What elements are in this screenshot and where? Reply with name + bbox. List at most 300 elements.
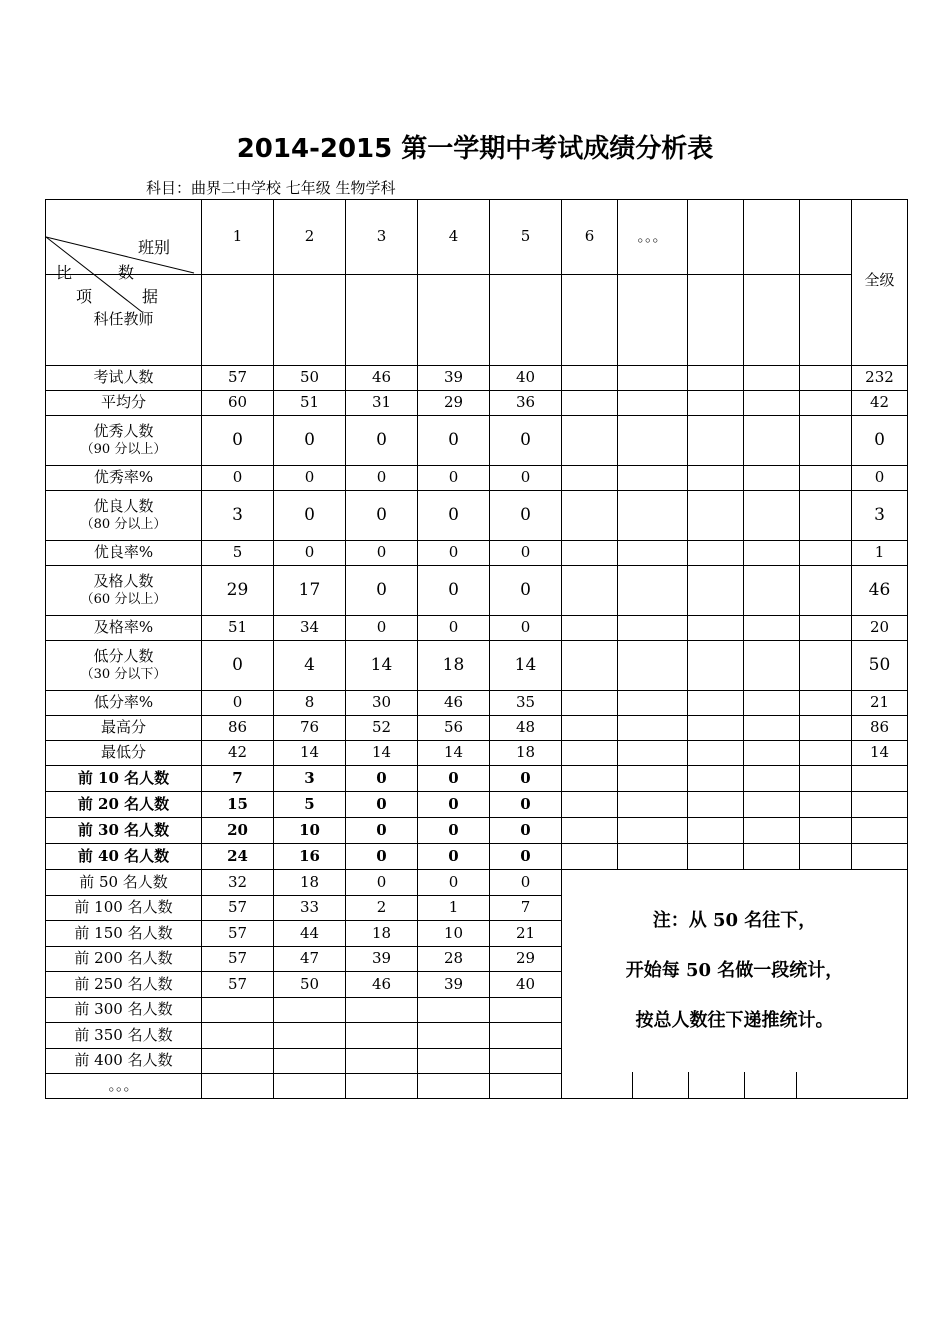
teacher-cell [346, 275, 418, 366]
value-cell: 0 [490, 466, 562, 491]
empty-cell [618, 616, 688, 641]
empty-cell [562, 818, 618, 844]
value-cell: 1 [418, 896, 490, 921]
value-cell [274, 1074, 346, 1099]
row-label-text: 优良人数 [93, 496, 154, 515]
empty-cell [744, 541, 800, 566]
value-cell: 57 [202, 896, 274, 921]
value-cell: 0 [490, 792, 562, 818]
value-cell: 0 [346, 491, 418, 541]
row-label [46, 691, 202, 716]
value-cell: 0 [274, 466, 346, 491]
row-label: 前 250 名人数 [46, 972, 202, 998]
value-cell: 35 [490, 691, 562, 716]
empty-cell [618, 466, 688, 491]
value-cell: 57 [202, 972, 274, 998]
value-cell [346, 1023, 418, 1049]
value-cell [490, 1049, 562, 1074]
empty-cell [744, 818, 800, 844]
row-label-note: （30 分以下） [80, 667, 167, 683]
empty-cell [562, 844, 618, 870]
row-label-text: 最低分 [100, 743, 146, 762]
stat-row [46, 366, 908, 391]
empty-cell [618, 844, 688, 870]
value-cell: 0 [490, 541, 562, 566]
value-cell [418, 1023, 490, 1049]
row-label [46, 741, 202, 766]
column-tick [632, 1072, 633, 1098]
value-cell: 42 [202, 741, 274, 766]
total-cell: 1 [852, 541, 908, 566]
stat-row [46, 641, 908, 691]
row-label [46, 616, 202, 641]
note-cell [562, 870, 908, 1099]
value-cell: 10 [274, 818, 346, 844]
value-cell: 0 [418, 616, 490, 641]
value-cell [346, 998, 418, 1023]
value-cell: 0 [418, 541, 490, 566]
empty-cell [618, 792, 688, 818]
empty-cell [618, 691, 688, 716]
value-cell: 10 [418, 921, 490, 947]
empty-cell [618, 416, 688, 466]
value-cell: 18 [346, 921, 418, 947]
empty-cell [744, 491, 800, 541]
value-cell: 2 [346, 896, 418, 921]
row-label-text: 及格率% [93, 618, 154, 637]
empty-cell [852, 766, 908, 792]
value-cell: 14 [346, 641, 418, 691]
class-header: 。。。 [618, 200, 688, 275]
empty-cell [688, 792, 744, 818]
value-cell: 14 [418, 741, 490, 766]
value-cell: 0 [418, 792, 490, 818]
stat-row [46, 391, 908, 416]
empty-cell [688, 818, 744, 844]
teacher-cell [562, 275, 618, 366]
value-cell: 0 [202, 466, 274, 491]
total-cell: 232 [852, 366, 908, 391]
empty-cell [744, 691, 800, 716]
value-cell: 0 [418, 491, 490, 541]
row-label: 前 20 名人数 [46, 792, 202, 818]
empty-cell [562, 792, 618, 818]
empty-cell [800, 491, 852, 541]
page-title: 2014-2015 第一学期中考试成绩分析表 [236, 134, 714, 164]
empty-cell [688, 616, 744, 641]
total-cell: 14 [852, 741, 908, 766]
value-cell: 0 [490, 870, 562, 896]
row-label-note: （80 分以上） [80, 517, 167, 533]
value-cell: 29 [490, 947, 562, 972]
value-cell: 32 [202, 870, 274, 896]
row-label: 前 40 名人数 [46, 844, 202, 870]
value-cell: 0 [346, 541, 418, 566]
empty-cell [618, 566, 688, 616]
empty-cell [744, 391, 800, 416]
top-rank-row [46, 766, 908, 792]
teacher-cell [800, 275, 852, 366]
stat-row [46, 616, 908, 641]
value-cell [346, 1049, 418, 1074]
class-header: 6 [562, 200, 618, 275]
top-rank-row [46, 792, 908, 818]
teacher-cell [618, 275, 688, 366]
empty-cell [800, 844, 852, 870]
total-cell: 20 [852, 616, 908, 641]
row-label: 前 350 名人数 [46, 1023, 202, 1049]
row-label [46, 466, 202, 491]
value-cell: 39 [418, 972, 490, 998]
empty-cell [688, 641, 744, 691]
column-tick [744, 1072, 745, 1098]
value-cell: 0 [346, 844, 418, 870]
empty-cell [688, 566, 744, 616]
value-cell: 3 [274, 766, 346, 792]
value-cell: 39 [418, 366, 490, 391]
empty-cell [800, 416, 852, 466]
value-cell: 46 [346, 366, 418, 391]
empty-cell [688, 716, 744, 741]
value-cell: 0 [274, 491, 346, 541]
value-cell: 14 [274, 741, 346, 766]
stat-row [46, 716, 908, 741]
row-label: 前 50 名人数 [46, 870, 202, 896]
corner-label-class: 班别 [138, 238, 171, 257]
value-cell: 0 [346, 616, 418, 641]
score-analysis-table [45, 199, 908, 1099]
row-label-text: 考试人数 [93, 368, 154, 387]
empty-cell [800, 766, 852, 792]
empty-cell [744, 366, 800, 391]
row-label [46, 491, 202, 541]
empty-cell [688, 844, 744, 870]
value-cell: 33 [274, 896, 346, 921]
value-cell: 0 [418, 766, 490, 792]
class-header-empty [800, 200, 852, 275]
value-cell: 17 [274, 566, 346, 616]
empty-cell [744, 792, 800, 818]
empty-cell [688, 741, 744, 766]
value-cell: 0 [418, 818, 490, 844]
empty-cell [744, 616, 800, 641]
class-header: 3 [346, 200, 418, 275]
value-cell: 0 [418, 566, 490, 616]
value-cell: 18 [418, 641, 490, 691]
empty-cell [562, 616, 618, 641]
row-label-text: 平均分 [100, 393, 146, 412]
empty-cell [562, 641, 618, 691]
value-cell: 0 [274, 416, 346, 466]
row-label-text: 最高分 [100, 718, 146, 737]
value-cell: 28 [418, 947, 490, 972]
row-label-text: 优秀人数 [93, 421, 154, 440]
empty-cell [800, 741, 852, 766]
value-cell: 51 [202, 616, 274, 641]
stat-row [46, 416, 908, 466]
teacher-cell [688, 275, 744, 366]
value-cell: 5 [274, 792, 346, 818]
value-cell: 0 [202, 691, 274, 716]
value-cell: 57 [202, 921, 274, 947]
value-cell: 16 [274, 844, 346, 870]
value-cell: 50 [274, 972, 346, 998]
empty-cell [688, 416, 744, 466]
row-label-text: 优良率% [93, 543, 154, 562]
class-header-empty [688, 200, 744, 275]
value-cell: 48 [490, 716, 562, 741]
value-cell [490, 1023, 562, 1049]
value-cell: 21 [490, 921, 562, 947]
value-cell: 56 [418, 716, 490, 741]
value-cell: 44 [274, 921, 346, 947]
empty-cell [562, 391, 618, 416]
value-cell: 0 [346, 792, 418, 818]
empty-cell [562, 716, 618, 741]
value-cell: 60 [202, 391, 274, 416]
value-cell [274, 1049, 346, 1074]
value-cell [490, 1074, 562, 1099]
empty-cell [618, 366, 688, 391]
value-cell: 86 [202, 716, 274, 741]
empty-cell [852, 792, 908, 818]
value-cell: 0 [346, 566, 418, 616]
note-line: 开始每 50 名做一段统计， [625, 960, 844, 981]
empty-cell [562, 491, 618, 541]
total-cell: 50 [852, 641, 908, 691]
empty-cell [688, 391, 744, 416]
value-cell: 0 [346, 818, 418, 844]
teacher-cell [744, 275, 800, 366]
empty-cell [618, 716, 688, 741]
row-label-text: 及格人数 [93, 571, 154, 590]
value-cell: 46 [346, 972, 418, 998]
empty-cell [562, 741, 618, 766]
empty-cell [800, 391, 852, 416]
value-cell: 40 [490, 366, 562, 391]
stat-row [46, 491, 908, 541]
column-tick [796, 1072, 797, 1098]
row-label [46, 416, 202, 466]
value-cell: 57 [202, 947, 274, 972]
subject-line: 科目：曲界二中学校 七年级 生物学科 [146, 179, 396, 197]
row-label-text: 低分率% [93, 693, 154, 712]
value-cell: 76 [274, 716, 346, 741]
value-cell: 51 [274, 391, 346, 416]
value-cell [202, 1023, 274, 1049]
value-cell [418, 1074, 490, 1099]
empty-cell [562, 566, 618, 616]
empty-cell [562, 766, 618, 792]
value-cell: 0 [274, 541, 346, 566]
empty-cell [618, 818, 688, 844]
teacher-cell [490, 275, 562, 366]
rank-row [46, 870, 908, 896]
top-rank-row [46, 844, 908, 870]
corner-label-ju: 据 [142, 287, 159, 306]
empty-cell [800, 818, 852, 844]
row-label: 前 10 名人数 [46, 766, 202, 792]
empty-cell [618, 491, 688, 541]
value-cell: 0 [346, 870, 418, 896]
row-label: 前 200 名人数 [46, 947, 202, 972]
value-cell: 7 [490, 896, 562, 921]
row-label-text: 优秀率% [93, 468, 154, 487]
empty-cell [744, 716, 800, 741]
value-cell: 18 [490, 741, 562, 766]
empty-cell [744, 766, 800, 792]
total-cell: 0 [852, 416, 908, 466]
row-label-note: （90 分以上） [80, 442, 167, 458]
empty-cell [562, 466, 618, 491]
total-cell: 46 [852, 566, 908, 616]
value-cell [202, 1049, 274, 1074]
value-cell: 52 [346, 716, 418, 741]
empty-cell [852, 818, 908, 844]
empty-cell [688, 466, 744, 491]
row-label: 前 400 名人数 [46, 1049, 202, 1074]
empty-cell [688, 766, 744, 792]
total-cell: 21 [852, 691, 908, 716]
value-cell: 36 [490, 391, 562, 416]
empty-cell [744, 844, 800, 870]
empty-cell [800, 691, 852, 716]
note-line: 按总人数往下递推统计。 [635, 1010, 834, 1031]
value-cell: 5 [202, 541, 274, 566]
empty-cell [800, 792, 852, 818]
value-cell: 0 [346, 466, 418, 491]
empty-cell [618, 391, 688, 416]
value-cell: 40 [490, 972, 562, 998]
value-cell: 31 [346, 391, 418, 416]
value-cell: 0 [418, 466, 490, 491]
empty-cell [744, 741, 800, 766]
value-cell: 20 [202, 818, 274, 844]
value-cell: 46 [418, 691, 490, 716]
empty-cell [618, 641, 688, 691]
empty-cell [800, 616, 852, 641]
row-label [46, 566, 202, 616]
value-cell: 0 [490, 844, 562, 870]
empty-cell [562, 366, 618, 391]
empty-cell [688, 366, 744, 391]
value-cell: 8 [274, 691, 346, 716]
value-cell: 34 [274, 616, 346, 641]
empty-cell [852, 844, 908, 870]
column-tick [688, 1072, 689, 1098]
empty-cell [618, 741, 688, 766]
teacher-label: 科任教师 [46, 275, 202, 366]
value-cell: 0 [490, 818, 562, 844]
empty-cell [688, 491, 744, 541]
empty-cell [800, 716, 852, 741]
class-header: 5 [490, 200, 562, 275]
stat-row [46, 691, 908, 716]
value-cell: 15 [202, 792, 274, 818]
value-cell: 14 [346, 741, 418, 766]
value-cell: 4 [274, 641, 346, 691]
value-cell [274, 1023, 346, 1049]
value-cell: 0 [490, 416, 562, 466]
value-cell: 0 [346, 416, 418, 466]
row-label-note: （60 分以上） [80, 592, 167, 608]
stat-row [46, 566, 908, 616]
stat-row [46, 466, 908, 491]
value-cell: 0 [490, 766, 562, 792]
empty-cell [800, 566, 852, 616]
empty-cell [618, 541, 688, 566]
empty-cell [800, 541, 852, 566]
class-header: 4 [418, 200, 490, 275]
value-cell [202, 998, 274, 1023]
value-cell: 7 [202, 766, 274, 792]
row-label [46, 391, 202, 416]
value-cell: 30 [346, 691, 418, 716]
empty-cell [744, 641, 800, 691]
header-row [46, 200, 908, 275]
class-header: 1 [202, 200, 274, 275]
empty-cell [744, 566, 800, 616]
empty-cell [744, 416, 800, 466]
value-cell [490, 998, 562, 1023]
corner-label-bi: 比 [56, 263, 73, 282]
row-label [46, 541, 202, 566]
row-label [46, 366, 202, 391]
value-cell: 0 [418, 844, 490, 870]
row-label: 前 100 名人数 [46, 896, 202, 921]
empty-cell [688, 541, 744, 566]
empty-cell [562, 541, 618, 566]
total-header: 全级 [852, 200, 908, 366]
value-cell: 18 [274, 870, 346, 896]
total-cell: 42 [852, 391, 908, 416]
row-label: 前 300 名人数 [46, 998, 202, 1023]
row-label [46, 641, 202, 691]
note-column-ticks [562, 1072, 907, 1098]
diagonal-header-cell [46, 200, 202, 306]
value-cell [418, 998, 490, 1023]
value-cell: 0 [418, 870, 490, 896]
class-header-empty [744, 200, 800, 275]
value-cell: 3 [202, 491, 274, 541]
empty-cell [562, 691, 618, 716]
value-cell [274, 998, 346, 1023]
empty-cell [800, 466, 852, 491]
value-cell: 47 [274, 947, 346, 972]
empty-cell [688, 691, 744, 716]
value-cell: 0 [490, 566, 562, 616]
value-cell [202, 1074, 274, 1099]
value-cell: 57 [202, 366, 274, 391]
value-cell: 0 [490, 616, 562, 641]
total-cell: 86 [852, 716, 908, 741]
value-cell: 0 [346, 766, 418, 792]
stat-row [46, 541, 908, 566]
corner-label-xiang: 项 [76, 287, 93, 306]
empty-cell [800, 641, 852, 691]
row-label [46, 716, 202, 741]
value-cell: 0 [490, 491, 562, 541]
empty-cell [744, 466, 800, 491]
row-label: 前 30 名人数 [46, 818, 202, 844]
value-cell [346, 1074, 418, 1099]
value-cell: 0 [418, 416, 490, 466]
class-header: 2 [274, 200, 346, 275]
note-line: 注：从 50 名往下， [652, 910, 817, 931]
teacher-cell [418, 275, 490, 366]
teacher-cell [274, 275, 346, 366]
value-cell: 39 [346, 947, 418, 972]
